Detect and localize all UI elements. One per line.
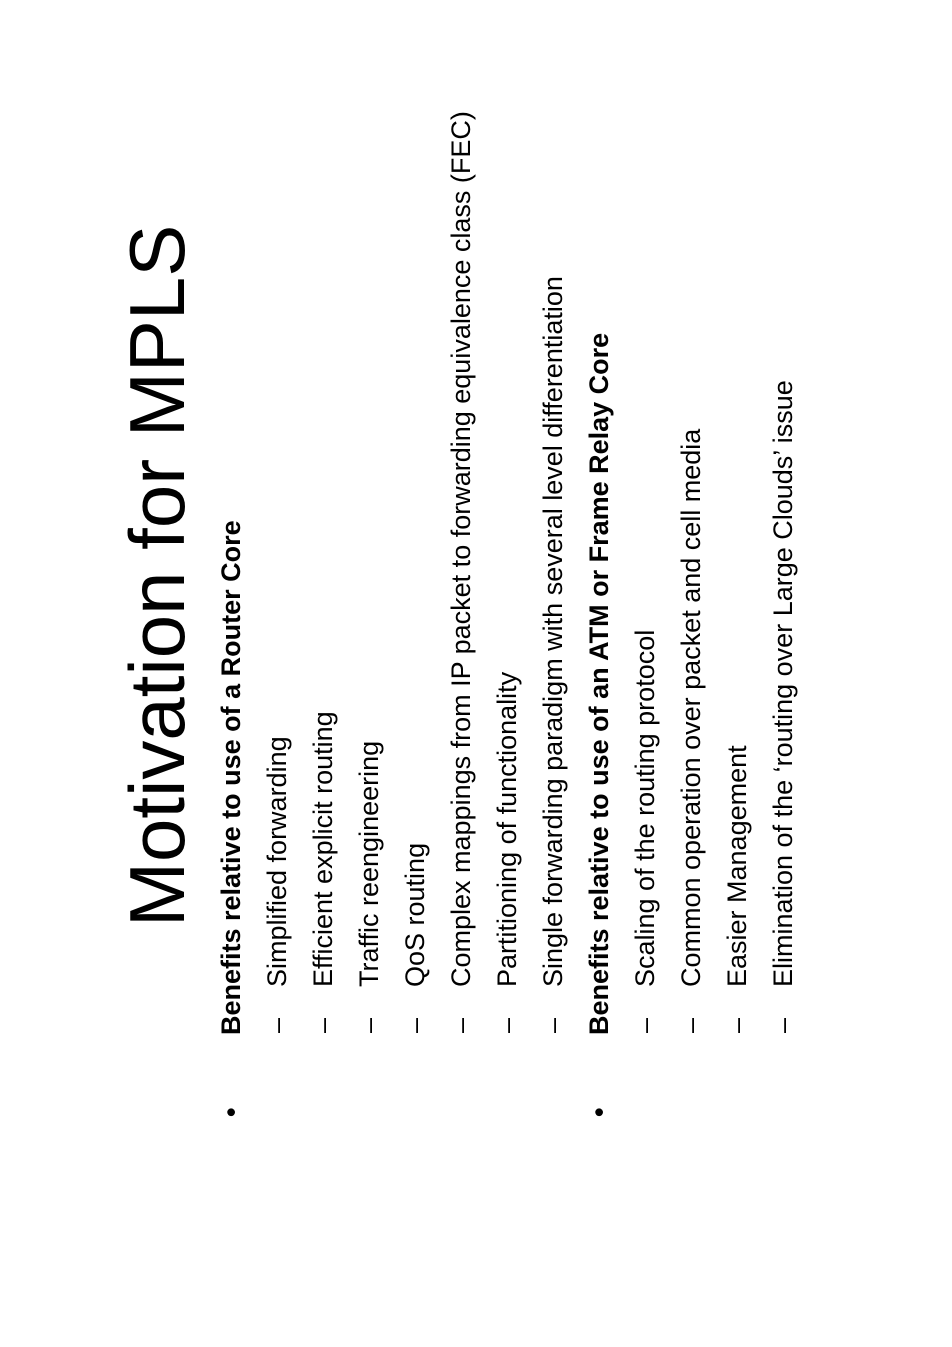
dash-marker: – [354,1017,384,1033]
list-item-text: Easier Management [722,745,752,987]
dash-marker: – [492,1017,522,1033]
dash-marker: – [538,1017,568,1033]
dash-marker: – [722,1017,752,1033]
bullet-heading [208,17,254,1117]
list-item [622,17,668,1117]
bullet-heading [576,17,622,1117]
list-item-text: Partitioning of functionality [492,671,522,987]
bullet-heading-text: Benefits relative to use of an ATM or Frame Relay Core [584,332,614,1035]
list-item [714,17,760,1117]
bullet-dot: • [584,1107,614,1117]
list-item [392,17,438,1117]
dash-marker: – [400,1017,430,1033]
list-item-text: Complex mappings from IP packet to forwarding equivalence class (FEC) [446,111,476,987]
list-item [438,107,484,1117]
slide-content [208,17,806,1117]
list-item-text: Common operation over packet and cell media [676,428,706,987]
list-item-text: Single forwarding paradigm with several level differentiation [538,276,568,987]
bullet-dot: • [216,1107,246,1117]
list-item [668,17,714,1117]
section-router-core [208,17,576,1117]
list-item [346,17,392,1117]
list-item [254,17,300,1117]
dash-marker: – [676,1017,706,1033]
list-item [300,17,346,1117]
dash-marker: – [262,1017,292,1033]
list-item [530,17,576,1117]
list-item-text: Traffic reengineering [354,740,384,987]
list-item-text: Simplified forwarding [262,736,292,987]
list-item [484,17,530,1117]
dash-marker: – [630,1017,660,1033]
list-item-text: Efficient explicit routing [308,711,338,987]
dash-marker: – [446,1017,476,1033]
dash-marker: – [308,1017,338,1033]
dash-marker: – [768,1017,798,1033]
bullet-heading-text: Benefits relative to use of a Router Core [216,520,246,1035]
list-item-text: QoS routing [400,842,430,987]
sub-list [254,17,576,1117]
slide-title: Motivation for MPLS [113,224,201,927]
list-item [760,17,806,1117]
list-item-text: Scaling of the routing protocol [630,629,660,987]
list-item-text: Elimination of the ‘routing over Large Clouds’ issue [768,380,798,987]
sub-list [622,17,806,1117]
section-atm-core [576,17,806,1117]
